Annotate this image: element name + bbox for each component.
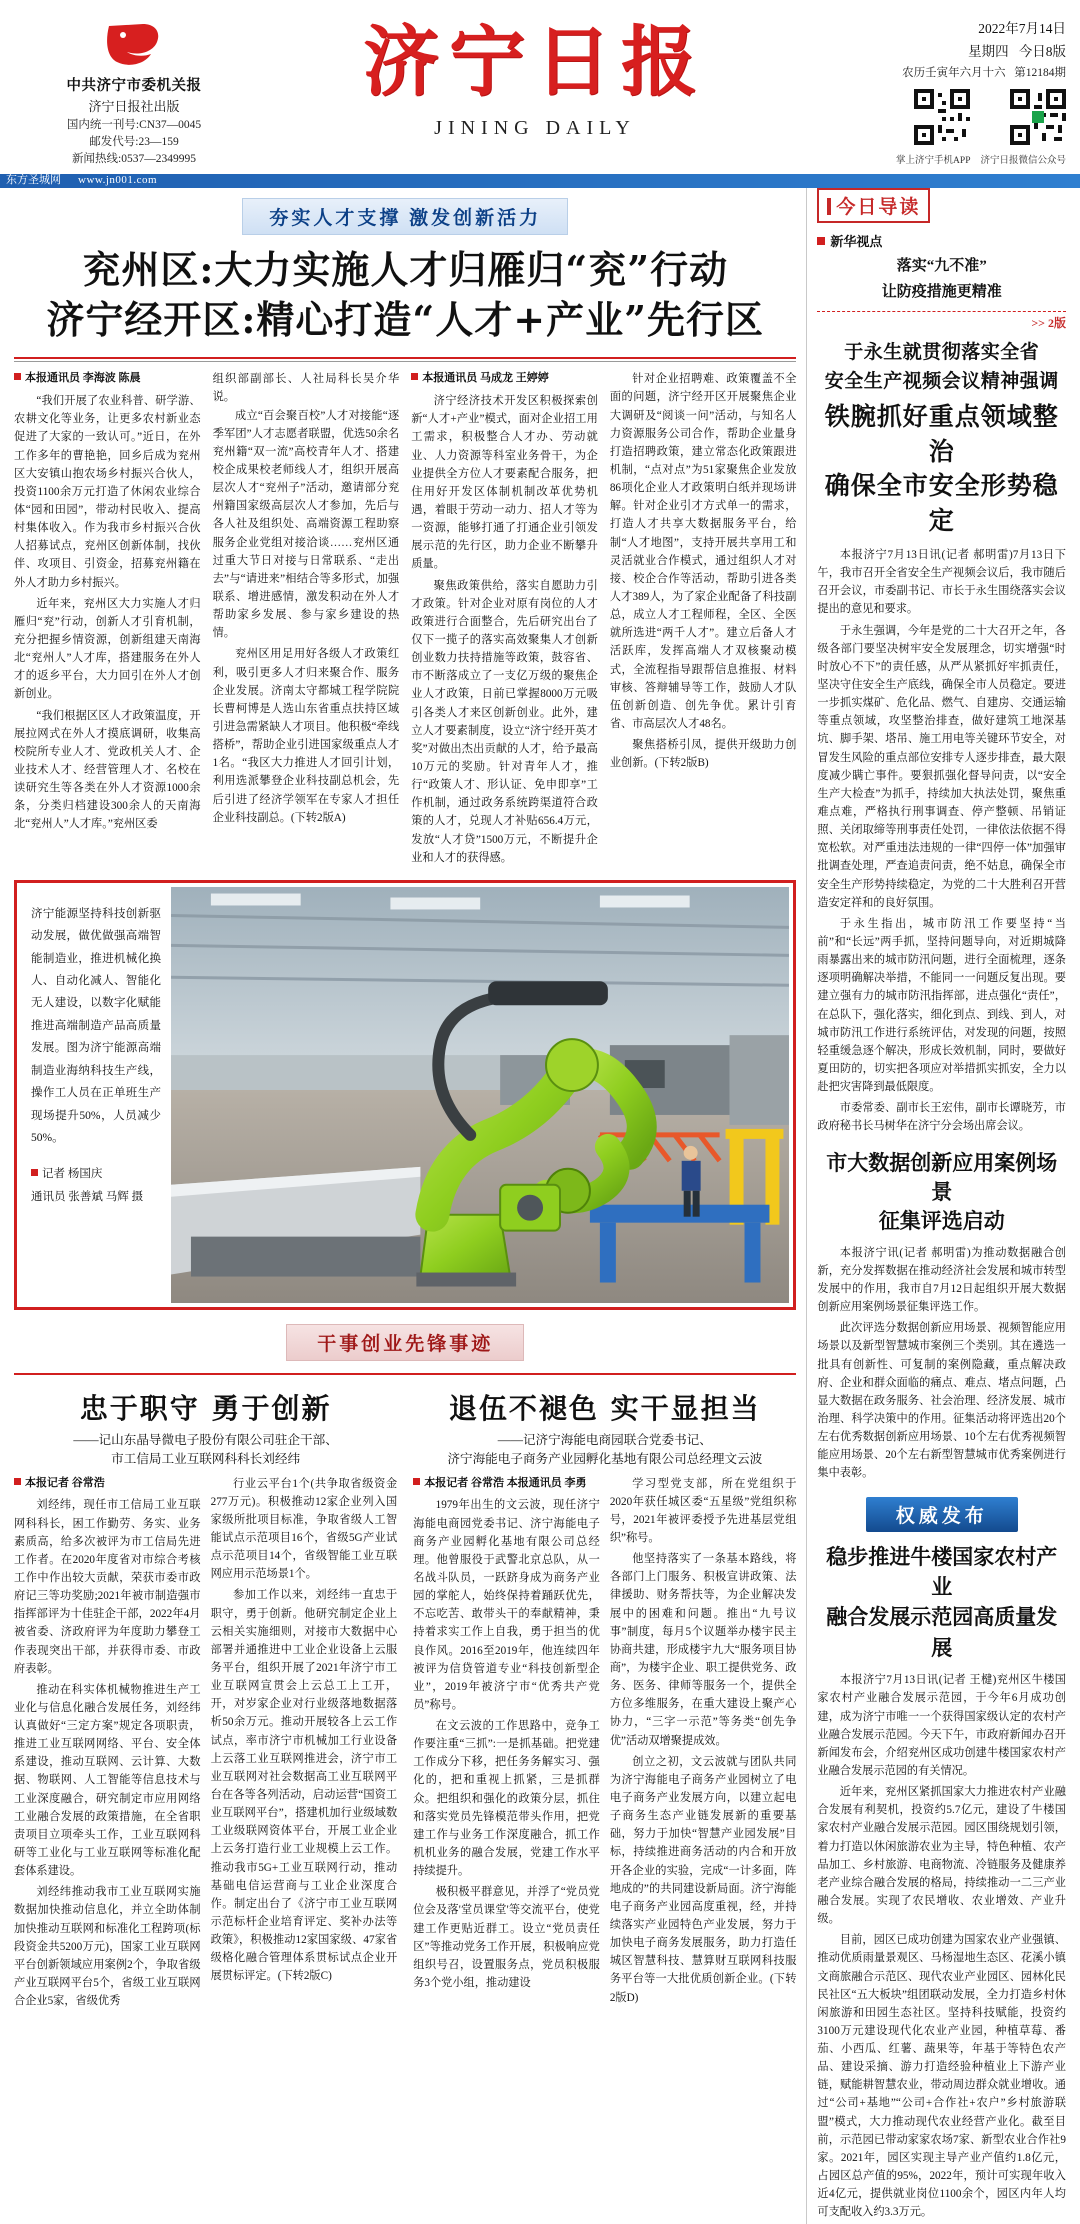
page-jump-link[interactable]: >> 2版 bbox=[1031, 316, 1066, 330]
feature-right-subtitle-2: 济宁海能电子商务产业园孵化基地有限公司总经理文云波 bbox=[447, 1451, 763, 1466]
qr-code-app-icon bbox=[914, 89, 970, 145]
factory-robot-photo bbox=[171, 887, 789, 1303]
lead-article-col-1 bbox=[14, 370, 201, 869]
weekday: 星期四 bbox=[968, 43, 1009, 59]
lead-story-kicker-line-2: 安全生产视频会议精神强调 bbox=[824, 370, 1059, 392]
divider-red bbox=[14, 357, 796, 359]
divider-dashed bbox=[817, 311, 1066, 312]
lead-headline bbox=[14, 245, 796, 345]
photo-caption-text: 济宁能源坚持科技创新驱动发展，做优做强高端智能制造业，推进机械化换人、自动化减人、智能化无人建设，以数字化赋能推进高端制造产品高质量发展。图为济宁能源高端制造业海纳科技生产线，操作工人员在正单班生产现场提升50%，人员减少50%。 bbox=[31, 907, 161, 1144]
page-count: 今日8版 bbox=[1018, 43, 1066, 59]
bigdata-story-title-line-2: 征集评选启动 bbox=[878, 1208, 1005, 1234]
section-banner-pioneers-label: 干事创业先锋事迹 bbox=[286, 1324, 524, 1361]
paragraph: 于永生强调，今年是党的二十大召开之年，各级各部门要坚决树牢安全发展理念，切实增强“时时放心不下”的责任感，从严从紧抓好牢抓责任，坚决守住安全生产底线，确保全市人员稳定。要进一步抓实煤矿、危化品、燃气、自建房、交通运输等重点领域，攻坚整治排查，做好建筑工地深基坑、脚手架、塔吊、施工用电等关键环节安全，对冒发生风险的重点部位安排专人逐步排查，最大限度减少瞒亡事件。要狠抓强化督导问责，以“安全生产大检查”为抓手，持续加大执法处罚，聚焦重难点难，严格执行刑事调查、停产整顿、吊销证照、关闭取缔等刑事责任处罚，一律依法依据不得宽松软。对严重违法违规的一律“四停一体”加强审批调查处理，严查追责问责，绝不姑息，确保全市安全生产形势持续稳定，为党的二十大胜利召开营造安定祥和的良好氛围。 bbox=[817, 624, 1066, 909]
lunar-issue bbox=[816, 64, 1066, 84]
paragraph: 组织部副部长、人社局科长吴介华说。 bbox=[212, 373, 400, 404]
right-lead-body bbox=[817, 546, 1066, 1136]
photo-credit-contributors: 通讯员 张善斌 马辉 摄 bbox=[31, 1190, 144, 1203]
masthead-left bbox=[14, 10, 254, 168]
photo-credit-photographer: 记者 杨国庆 bbox=[42, 1168, 103, 1181]
feature-left-subtitle-2: 市工信局工业互联网科科长刘经纬 bbox=[111, 1451, 301, 1466]
paragraph: 推动在科实体机械物推进生产工业化与信息化融合发展任务，刘经纬认真做好“三定方案”规定各项职责，推进工业互联网网络、平台、安全体系建设，推动互联网、云计算、大数据、物联网、人工智能等信息技术与工业深度融合，研究制定市应用网络工业融合发展的政策措施，在全省职责项目立项牵头工作，工业互联网科研等工业化与工业互联网等标准化配套体系建设。 bbox=[14, 1683, 201, 1878]
lead-story-kicker-line-1: 于永生就贯彻落实全省 bbox=[844, 342, 1040, 363]
paragraph: 兖州区用足用好各级人才政策红利，吸引更多人才归来聚合作、服务企业发展。济南太守都城工程学院院长曹柯博是人选山东省重点扶持区域引进急需紧缺人才项目。他积极“牵线搭桥”，帮助企业引进国家级重点人才1名。“我区大力推进人才回引计划，利用选派攀登企业科技副总机会，先后引进了经济学领军在专家人才担任企业科技副总。(下转2版A) bbox=[212, 648, 400, 824]
feature-articles bbox=[14, 1385, 796, 2014]
website-url[interactable]: www.jn001.com bbox=[78, 174, 158, 186]
feature-right-subtitle bbox=[413, 1431, 796, 1469]
bigdata-story-body bbox=[817, 1244, 1066, 1483]
feature-right-col-1 bbox=[413, 1475, 600, 2010]
lead-article-col-3 bbox=[411, 370, 598, 869]
guide-bar-icon bbox=[827, 198, 831, 215]
feature-left-subtitle-1: ——记山东晶导微电子股份有限公司驻企干部、 bbox=[73, 1432, 338, 1447]
byline-feature-right-text: 本报记者 谷常浩 本报通讯员 李勇 bbox=[424, 1476, 587, 1489]
byline-marker-icon bbox=[413, 1478, 420, 1485]
byline-left-text: 本报通讯员 李海波 陈晨 bbox=[25, 372, 141, 385]
niulou-story-title-line-2: 融合发展示范园高质量发展 bbox=[826, 1604, 1058, 1660]
hotline-line: 新闻热线:0537—2349995 bbox=[72, 153, 196, 166]
divider-thin bbox=[14, 361, 796, 362]
photo-caption bbox=[21, 887, 171, 1303]
guide-headline-line-1: 落实“九不准” bbox=[896, 258, 987, 274]
niulou-story-body bbox=[817, 1671, 1066, 2221]
feature-article-right bbox=[413, 1385, 796, 2014]
paragraph: “我们开展了农业科普、研学游、农耕文化等业务，让更多农村新业态促进了大家的一致认可。”近日，在外工作多年的曹艳艳，回乡后成为兖州区大安镇山抱农场乡村振兴合伙人，投资1100余万元打造了休闲农业综合体“园和田园”，带动村民收入、提高村集体收入。作为我市乡村振兴合伙人招募试点，兖州区创新体制，找伙伴、攻项目、引资金，招募兖州籍在外人才助力乡村振兴。 bbox=[14, 395, 201, 589]
issue-weekday-pages bbox=[816, 41, 1066, 64]
photo-credit bbox=[31, 1163, 161, 1185]
byline-mid bbox=[411, 370, 598, 388]
paragraph: 此次评选分数据创新应用场景、视频智能应用场景以及新型智慧城市案例三个类别。其在遴选一批具有创新性、可复制的案例隐藏，重点解决政府、企业和群众面临的痛点、难点、堵点问题，凸显大数据在政务服务、社会治理、经济发展、城市治理、科学决策中的作用。征集活动将评选出20个左右优秀数据创新应用场景、10个左右优秀视频智能应用场景、20个左右新型智慧城市优秀案例进行集中表彰。 bbox=[817, 1322, 1066, 1480]
issue-number: 第12184期 bbox=[1014, 66, 1066, 79]
masthead bbox=[0, 0, 1080, 172]
website-bar bbox=[0, 174, 1080, 188]
lead-article-col-2 bbox=[213, 370, 400, 869]
feature-right-col-2 bbox=[610, 1475, 797, 2010]
newspaper-title: 济宁日报 bbox=[363, 17, 707, 106]
paragraph: 于永生指出，城市防汛工作要坚持“当前”和“长远”两手抓，坚持问题导向，对近期城降雨暴露出来的城市防汛问题，进行全面梳理，逐条逐项明确解决举措，不能同一一问题反复出现。要建立强有力的城市防汛指挥部，进点强化“责任”，在总队下，强化落实，细化到点、到线、到人，对城市防汛工作进行系统评估，对发现的问题，按照轻重缓急逐个解决，形成长效机制，同时，要做好夏田防的，切实把各项应对举措抓实抓安，全力以赴把灾害降到最低限度。 bbox=[817, 917, 1066, 1094]
paragraph: 他坚持落实了一条基本路线，将各部门上门服务、积极宣讲政策、法律援助、财务帮扶等，为企业解决发展中的困难和问题。推出“九号议事”制度，每月5个议题举办楼宇民主协商共建，形成楼宇九大“服务项目协商”，为楼宇企业、职工提供党务、政务、医务、律师等服务一个，提供全方位多维服务，在重大建设上聚产心协力，“三字一示范”等务类“创先争优”活动双增聚提成效。 bbox=[609, 1553, 797, 1747]
paragraph: 本报济宁7月13日讯(记者 王楗)兖州区牛楼国家农村产业融合发展示范园，于今年6月成功创建，成为济宁市唯一一个获得国家级认定的农村产业融合发展示范园。今天下午，市政府新闻办召开新闻发布会，介绍兖州区成功创建牛楼国家农村产业融合发展示范园的有关情况。 bbox=[817, 1674, 1066, 1777]
east-label: 东方圣城网 bbox=[6, 174, 61, 186]
today-guide-label: 今日导读 bbox=[836, 197, 921, 218]
paragraph: 针对企业招聘难、政策覆盖不全面的问题，济宁经开区开展聚焦企业大调研及“阅谈一问”活动，与知名人力资源服务公司合作，帮助企业量身打造招聘政策，建立常态化政策跟进机制，“点对点”为51家聚焦企业发放86项化企业人才政策明白纸并现场讲解。针对企业引才方式单一的需求，打造人才共享大数据服务平台，给制“人才地图”，支持开展共享用工和灵活就业合作模式，通过组织人才对接、校企合作等活动，帮助引进各类人才389人，为了家企业配备了科技副总，成立人才工程师程，全区、全医就所选进“两千人才”。建立后备人才活跃库，发挥高端人才双核聚动模式，全流程指导跟帮信息推报、材料审核、答辩辅导等工作，鼓励人才队伍创新创造、创先争优。累计引育省、市高层次人才48名。 bbox=[609, 373, 797, 730]
paragraph: 近年来，兖州区大力实施人才归雁归“兖”行动，创新人才引育机制，充分把握乡情资源，创新组建天南海北“兖州人”人才库，搭建服务在外人才的返乡平台，大力回引在外人才创新创业。 bbox=[14, 597, 201, 701]
niulou-story-title bbox=[817, 1542, 1066, 1664]
section-banner-pioneers bbox=[14, 1324, 796, 1361]
sponsor-line-2: 济宁日报社出版 bbox=[88, 99, 180, 115]
section-banner-talent bbox=[14, 198, 796, 235]
paragraph: 聚焦政策供给，落实自愿助力引才政策。针对企业对原有岗位的人才政策进行合面整合，先后研究出台了仅下一揽子的落实高效聚集人才创新创业数力扶持措施等政策，鼓容省、市不断落成立了一支亿万级的聚焦企业人才政策，日前已掌握8000万元吸引各类人才来区创新创业。此外，建立人才要素制度，设立“济宁经开英才奖”对做出杰出贡献的人才，给予最高10万元的奖励。针对青年人才，推行“政策人才、形认证、免申即享”工作机制，通过政务系统跨渠道符合政策的人才，兑现人才补贴656.4万元，发放“人才贷”1500万元，不断提升企业和人才的获得感。 bbox=[411, 579, 598, 864]
right-lead-title-line-1: 铁腕抓好重点领域整治 bbox=[824, 402, 1059, 466]
feature-right-subtitle-1: ——记济宁海能电商园联合党委书记、 bbox=[497, 1432, 712, 1447]
issn-line: 国内统一刊号:CN37—0045 bbox=[66, 118, 202, 131]
byline-feature-left bbox=[14, 1475, 201, 1493]
newspaper-logo-icon bbox=[103, 20, 165, 72]
paragraph: 学习型党支部，所在党组织于2020年获任城区委“五星级”党组织称号，2021年被评委授予先进基层党组织”称号。 bbox=[609, 1477, 797, 1544]
paragraph: 行业云平台1个(共争取省级资金277万元)。积极推动12家企业列入国家级所批项目标准，争取省级人工智能试点示范项目16个，省级5G产业试点示范项目14个，省级智能工业互联网应用示范场景1个。 bbox=[210, 1477, 398, 1581]
byline-marker-icon bbox=[14, 1478, 21, 1485]
lead-story-kicker bbox=[817, 339, 1066, 396]
paragraph: 近年来，兖州区紧抓国家大力推进农村产业融合发展有利契机，投资约5.7亿元，建设了牛楼国家农村产业融合发展示范园。园区围绕规划引领，着力打造以休闲旅游农业为主导，特色种植、农产品加工、乡村旅游、电商物流、冷链服务及健康养老产业综合融合发展的格局，持续推动一二三产业融合发展。实现了农民增收、农业增效、产业升级。 bbox=[817, 1786, 1066, 1926]
guide-headline-line-2: 让防疫措施更精准 bbox=[881, 283, 1002, 300]
issue-date: 2022年7月14日 bbox=[978, 21, 1066, 36]
right-lead-title-line-2: 确保全市安全形势稳定 bbox=[824, 471, 1059, 535]
feature-left-col-2 bbox=[211, 1475, 398, 2014]
qr-code-app-caption: 掌上济宁手机APP bbox=[896, 156, 971, 167]
qr-code-wechat-caption: 济宁日报微信公众号 bbox=[980, 156, 1066, 167]
authority-release-label: 权威发布 bbox=[866, 1497, 1018, 1532]
feature-left-subtitle bbox=[14, 1431, 397, 1469]
paragraph: “我们根据区区人才政策温度，开展拉网式在外人才摸底调研，收集高校院所专业人才、党政机关人才、企业技术人才、经营管理人才、名校在读研究生等各类在外人才资源1000余条，分类归档建设300余人的天南海北“兖州人”人才库。”兖州区委 bbox=[14, 709, 201, 831]
lead-article-col-4 bbox=[610, 370, 797, 869]
authority-release-banner bbox=[817, 1497, 1066, 1532]
paragraph: 目前，园区已成功创建为国家农业产业强镇、推动优质雨量景观区、马杨湿地生态区、花溪小镇文商旅融合示范区、现代农业产业园区、园林化民民社区“五大板块”组团联动发展，全力打造乡村休闲旅游和田园生态社区。坚持科技赋能，投资约3100万元建设现代化农业产业园，种植草莓、番茄、小西瓜、红薯、蔬果等，年基于等特色农产品、建设采摘、游力打造经验种植业上下游产业链，赋能耕智慧农业，带动周边群众就业增收。通过“公司+基地”“公司+合作社+农户”乡村旅游联盟”模式，大力推动现代农业经营产业化。截至目前，示范园已带动家家农场7家、新型农业合作社9家。2021年，园区实现主导产业产值约1.8亿元，占园区总产值的95%，2022年，预计可实现年收入近4亿元，提供就业岗位1100余个，园区内年人均可支配收入约3.3万元。 bbox=[817, 1934, 1066, 2219]
sponsor-line-1: 中共济宁市委机关报 bbox=[66, 78, 202, 94]
qr-code-row bbox=[816, 89, 1066, 166]
paragraph: 市委常委、副市长王宏伟，副市长谭晓芳，市政府秘书长马树华在济宁分会场出席会议。 bbox=[817, 1102, 1066, 1133]
niulou-story-title-line-1: 稳步推进牛楼国家农村产业 bbox=[826, 1543, 1058, 1599]
byline-feature-right bbox=[413, 1475, 600, 1493]
xinhua-label bbox=[817, 231, 1066, 250]
credit-marker-icon bbox=[31, 1169, 38, 1176]
paragraph: 本报济宁讯(记者 郝明雷)为推动数据融合创新，充分发挥数据在推动经济社会发展和城市转型发展中的作用，我市自7月12日起组织开展大数据创新应用案例场景征集评选工作。 bbox=[817, 1246, 1066, 1314]
post-code-line: 邮发代号:23—159 bbox=[89, 135, 179, 148]
byline-left bbox=[14, 370, 201, 388]
label-marker-icon bbox=[817, 237, 825, 245]
paragraph: 聚焦搭桥引凤，提供开级助力创业创新。(下转2版B) bbox=[609, 739, 797, 770]
divider-red-2 bbox=[14, 1373, 796, 1375]
byline-marker-icon bbox=[14, 373, 21, 380]
lead-headline-line-1: 兖州区:大力实施人才归雁归“兖”行动 bbox=[82, 247, 729, 292]
left-column bbox=[14, 188, 796, 2224]
paragraph: 在文云波的工作思路中，竞争工作要注重“三抓”:一是抓基础。把党建工作成分下移，把任务务解实习、强化的，把和重视上抓紧，三是抓群众。把组织和强化的政策分层，抓住和落实党员先锋模范带头作用，把党建工作与业务工作深度融合，抓工作机机业务的融合发展，党建工作水平持续提升。 bbox=[413, 1720, 600, 1878]
byline-feature-left-text: 本报记者 谷常浩 bbox=[25, 1476, 105, 1489]
lead-article-columns bbox=[14, 370, 796, 869]
paragraph: 参加工作以来，刘经纬一直忠于职守，勇于创新。他研究制定企业上云相关实施细则，对接市大数据中心部署并通推进中工业企业设备上云服务平台，组织开展了2021年济宁市工业互联网宣贯会上云总工上工开，开，对岁家企业对行业级落地数据落析50余万元。推动开展较各上云工作试点，率市济宁市机械加工行业设备上云落工业互联网推进会，济宁市工业互联网对社会数据高工业互联网平台在各等各列活动，启动运营“国资工业互联网平台”，搭建机加行业级域数工业级联网资体平台，开展工业企业上云务打造行业工业规模上云工作。推动我市5G+工业互联网行动，推动基础电信运营商与工业企业深度合作。制定出台了《济宁市工业互联网示范标杆企业培育评定、奖补办法等政策》，积极推动12家国家级、47家省级格化融合管理体系贯标试点企业开展贯标评定。(下转2版C) bbox=[210, 1589, 398, 1983]
paragraph: 济宁经济技术开发区积极探索创新“人才+产业”模式，面对企业招工用工需求，积极整合人才办、劳动就业、人力资源等科室业务骨干，为企业提供全方位人才要素配合服务，把住用好开发区体制机制改革优势机遇，着眼于劳动一动力、招人才等为一资源，能够打通了打通企业引领发展示范的先行区，助力企业不断攀升质量。 bbox=[411, 395, 598, 571]
lunar-date: 农历壬寅年六月十六 bbox=[902, 66, 1006, 79]
right-column bbox=[806, 188, 1066, 2224]
today-guide-header bbox=[817, 188, 1066, 223]
right-lead-title bbox=[817, 400, 1066, 538]
xinhua-label-text: 新华视点 bbox=[830, 234, 883, 249]
xinhua-section bbox=[817, 231, 1066, 331]
guide-headline bbox=[817, 254, 1066, 305]
paragraph: 创立之初，文云波就与团队共同为济宁海能电子商务产业园树立了电电子商务产业发展方向，以建立起电子商务生态产业链发展新的重要基础，努力于加快“智慧产业园发展”目标，持续推进商务活动的内合和开放开各企业的实验，完成“一计多面，阵地成的”的共同建设新局面。济宁海能电子商务产业园高度重视，经，并持续落实产业园特色产业发展，努力于加快电子商务发展服务，助力打造任城区智慧科技、慧算财互联网科技服务平台等一大批优质创新企业。(下转2版D) bbox=[609, 1755, 797, 2004]
paragraph: 1979年出生的文云波，现任济宁海能电商园党委书记、济宁海能电子商务产业园孵化基地有限公司总经理。他曾服役于武警北京总队，从一名战斗队员，一跃跻身成为商务产业园的掌舵人，始终保持着踊跃优先，不忘吃苦、敢带头干的奉献精神，秉持着求实工作上自我，勇于担当的优良作风。2016至2019年，他连续四年被评为信贷管道专业“科技创新型企业”，2019年被济宁市“优秀共产党员”称号。 bbox=[413, 1499, 600, 1711]
today-guide-title bbox=[817, 188, 930, 223]
photo-block bbox=[14, 880, 796, 1310]
page-body bbox=[0, 188, 1080, 2224]
bigdata-story-title-line-1: 市大数据创新应用案例场景 bbox=[826, 1149, 1058, 1204]
feature-article-left bbox=[14, 1385, 397, 2014]
section-banner-talent-label: 夯实人才支撑 激发创新活力 bbox=[269, 208, 542, 229]
paragraph: 刘经纬，现任市工信局工业互联网科科长，困工作勤劳、务实、业务素质高，给多次被评为市工信局先进工作者。在2020年度省对市综合考核工作中作出较大贡献，荣获市委市政府记三等功奖励;2021年被市制造强市指挥部评为十佳驻企干部，2022年4月被省委、济政府评为年度助力攀登工作表现突出干部，并获得市委、市政府表彰。 bbox=[14, 1499, 201, 1675]
masthead-center bbox=[254, 10, 816, 140]
masthead-right bbox=[816, 10, 1066, 166]
byline-marker-icon bbox=[411, 373, 418, 380]
byline-mid-text: 本报通讯员 马成龙 王婷婷 bbox=[422, 372, 549, 385]
newspaper-title-en: JINING DAILY bbox=[434, 117, 636, 139]
feature-left-title: 忠于职守 勇于创新 bbox=[79, 1391, 332, 1425]
feature-left-col-1 bbox=[14, 1475, 201, 2014]
paragraph: 极积极平群意见，并浮了“党员党位会及落'堂员课堂'等交流平台，使党建工作更贴近群工。设立“党员责任区”等推动党务工作开展，积极响应党组织号召，设置服务点，党员积极服务3个党小组，推动建设 bbox=[413, 1886, 600, 1990]
bigdata-story-title bbox=[817, 1148, 1066, 1236]
feature-right-title: 退伍不褪色 实干显担当 bbox=[448, 1391, 761, 1425]
paragraph: 成立“百会聚百校”人才对接能“逐季军团”人才志愿者联盟，优选50余名兖州籍“双一流”高校青年人才、搭建校企成果校老师线人才，组织开展高层次人才“兖州子”活动，邀请部分兖州籍国家级高层次人才参加，先后与各人社及组织处、高端资源工程助察服务企业党组对接洽谈……兖州区通过重大节日对接与日常联系、“走出去”与“请进来”相结合等多形式，加强联系、增进感情，激发积动在外人才帮助家乡发展、参与家乡建设的热情。 bbox=[212, 409, 400, 640]
paragraph: 刘经纬推动我市工业互联网实施数据加快推动信息化，并立全助体制加快推动互联网和标准化工程跨项(标段资金共5200万元)，国家工业互联网平台创新领域应用案例2个，争取省级产业互联网平台5个，省级工业互联网合企业5家，省级优秀 bbox=[14, 1886, 201, 2008]
lead-headline-line-2: 济宁经开区:精心打造“人才+产业”先行区 bbox=[46, 297, 764, 343]
paragraph: 本报济宁7月13日讯(记者 郝明雷)7月13日下午，我市召开全省安全生产视频会议后，我市随后召开会议，市委副书记、市长于永生围绕落实会议提出的意见和要求。 bbox=[817, 549, 1066, 616]
qr-code-wechat-icon bbox=[1010, 89, 1066, 145]
